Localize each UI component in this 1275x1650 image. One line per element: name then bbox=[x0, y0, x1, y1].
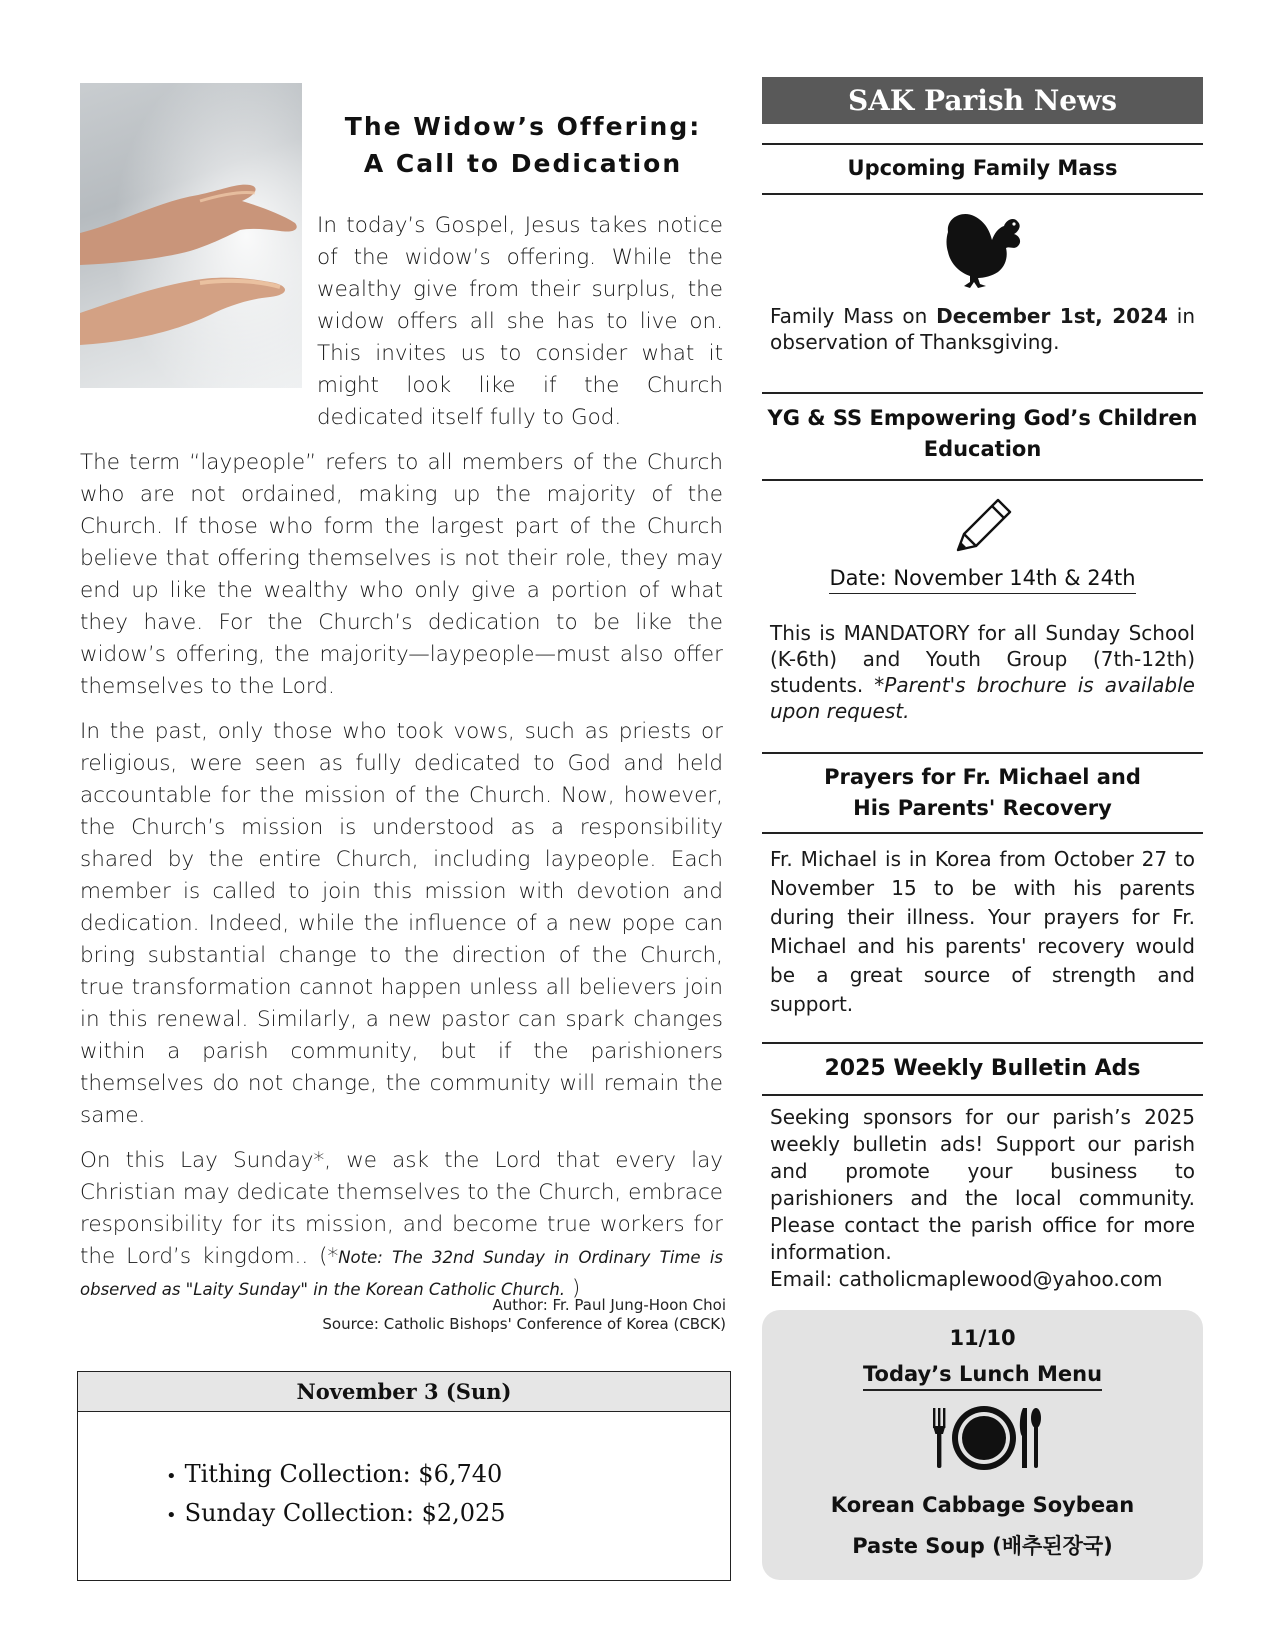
collection-item: • Tithing Collection: $6,740 bbox=[166, 1460, 503, 1488]
collection-label: Sunday Collection: bbox=[184, 1499, 422, 1527]
ads-body: Seeking sponsors for our parish’s 2025 weekly bulletin ads! Support our parish and promote your business to parishioners and the local community. Please contact the parish office for more information. bbox=[770, 1105, 1195, 1264]
divider bbox=[762, 752, 1203, 754]
note-open: (* bbox=[308, 1244, 339, 1269]
article-paragraph: In the past, only those who took vows, such as priests or religious, were seen as fully dedicated to God and held accountable for the mission of the Church. Now, however, the Church’s mission is understood as a responsibility shared by the entire Church, including laypeople. Each member is called to join this mission with devotion and dedication. Indeed, while the influence of a new pope can bring substantial change to the direction of the Church, true transformation cannot happen unless all believers join in this renewal. Similarly, a new pastor can spark changes within a parish community, but if the parishioners themselves do not change, the community will remain the same. bbox=[80, 719, 723, 1128]
note-label: Note: bbox=[338, 1248, 383, 1267]
parish-news-banner: SAK Parish News bbox=[762, 77, 1203, 124]
lunch-title-text: Today’s Lunch Menu bbox=[863, 1362, 1102, 1391]
divider bbox=[762, 193, 1203, 195]
collection-heading: November 3 (Sun) bbox=[78, 1372, 730, 1412]
education-text-main: This is MANDATORY for all Sunday School (K-6th) and Youth Group (7th-12th) students. bbox=[770, 621, 1195, 697]
author-line: Author: Fr. Paul Jung-Hoon Choi bbox=[492, 1296, 726, 1314]
prayers-heading bbox=[762, 762, 1203, 824]
lunch-dish-line1: Korean Cabbage Soybean bbox=[830, 1493, 1135, 1517]
lunch-dish bbox=[762, 1485, 1203, 1567]
family-mass-date: December 1st, 2024 bbox=[936, 304, 1168, 328]
note-close: ) bbox=[565, 1276, 581, 1301]
lunch-title bbox=[762, 1362, 1203, 1386]
collection-amount: $6,740 bbox=[418, 1460, 503, 1488]
divider bbox=[762, 1042, 1203, 1044]
article-body bbox=[80, 210, 723, 1318]
article-paragraph: On this Lay Sunday*, we ask the Lord that every lay Christian may dedicate themselves to the Church, embrace responsibility for its mission, and become true workers for the Lord’s kingdom.. bbox=[80, 1148, 723, 1269]
source-line: Source: Catholic Bishops' Conference of Korea (CBCK) bbox=[322, 1315, 726, 1333]
plate-fork-knife-icon bbox=[927, 1402, 1042, 1472]
collection-list bbox=[78, 1412, 730, 1534]
divider bbox=[762, 143, 1203, 145]
prayers-text: Fr. Michael is in Korea from October 27 to November 15 to be with his parents during their illness. Your prayers for Fr. Michael and his parents' recovery would be a great source of strength and support. bbox=[770, 847, 1195, 1016]
divider bbox=[762, 479, 1203, 481]
ads-email: Email: catholicmaplewood@yahoo.com bbox=[770, 1267, 1163, 1291]
divider bbox=[762, 392, 1203, 394]
education-heading-line1: YG & SS Empowering God’s Children bbox=[767, 406, 1198, 430]
brochure-note: *Parent's brochure is available upon request. bbox=[770, 673, 1195, 723]
family-mass-text-after: in observation of Thanksgiving. bbox=[770, 304, 1195, 354]
ads-heading: 2025 Weekly Bulletin Ads bbox=[824, 1056, 1141, 1081]
education-heading-line2: Education bbox=[923, 437, 1042, 461]
note-text: The 32nd Sunday in Ordinary Time is observed as "Laity Sunday" in the Korean Catholic Church. bbox=[80, 1248, 723, 1299]
collection-label: Tithing Collection: bbox=[184, 1460, 419, 1488]
article-paragraph: In today’s Gospel, Jesus takes notice of the widow’s offering. While the wealthy give from their surplus, the widow offers all she has to live on. This invites us to consider what it might look like if the Church dedicated itself fully to God. bbox=[317, 213, 723, 430]
divider bbox=[762, 832, 1203, 834]
article-paragraph-last bbox=[80, 1145, 723, 1305]
prayers-heading-line2: His Parents' Recovery bbox=[853, 796, 1112, 820]
family-mass-heading: Upcoming Family Mass bbox=[847, 156, 1118, 180]
lunch-dish-line2: Paste Soup (배추된장국) bbox=[852, 1534, 1113, 1558]
ads-text bbox=[762, 1104, 1203, 1293]
lunch-date: 11/10 bbox=[949, 1326, 1016, 1350]
article-title-line2: A Call to Dedication bbox=[363, 149, 683, 178]
article-paragraph: The term “laypeople” refers to all members of the Church who are not ordained, making up the majority of the Church. If those who form the largest part of the Church believe that offering themselves is not their role, they may end up like the wealthy who only give a portion of what they have. For the Church’s dedication to be like the widow’s offering, the majority—laypeople—must also offer themselves to the Lord. bbox=[80, 450, 723, 699]
education-heading bbox=[762, 403, 1203, 465]
divider bbox=[762, 1094, 1203, 1096]
education-date-text: Date: November 14th & 24th bbox=[829, 566, 1135, 594]
pencil-icon bbox=[762, 494, 1203, 560]
family-mass-text bbox=[762, 303, 1203, 355]
collection-amount: $2,025 bbox=[421, 1499, 506, 1527]
prayers-heading-line1: Prayers for Fr. Michael and bbox=[824, 765, 1141, 789]
family-mass-text-before: Family Mass on bbox=[770, 304, 937, 328]
education-date bbox=[762, 566, 1203, 590]
article-credits bbox=[200, 1296, 726, 1334]
collection-item: • Sunday Collection: $2,025 bbox=[166, 1499, 506, 1527]
collection-box bbox=[77, 1371, 731, 1581]
article-title-line1: The Widow’s Offering: bbox=[344, 112, 702, 141]
education-text bbox=[762, 620, 1203, 724]
turkey-icon bbox=[762, 210, 1203, 290]
article-title bbox=[318, 108, 728, 182]
lunch-menu-box bbox=[762, 1310, 1203, 1580]
